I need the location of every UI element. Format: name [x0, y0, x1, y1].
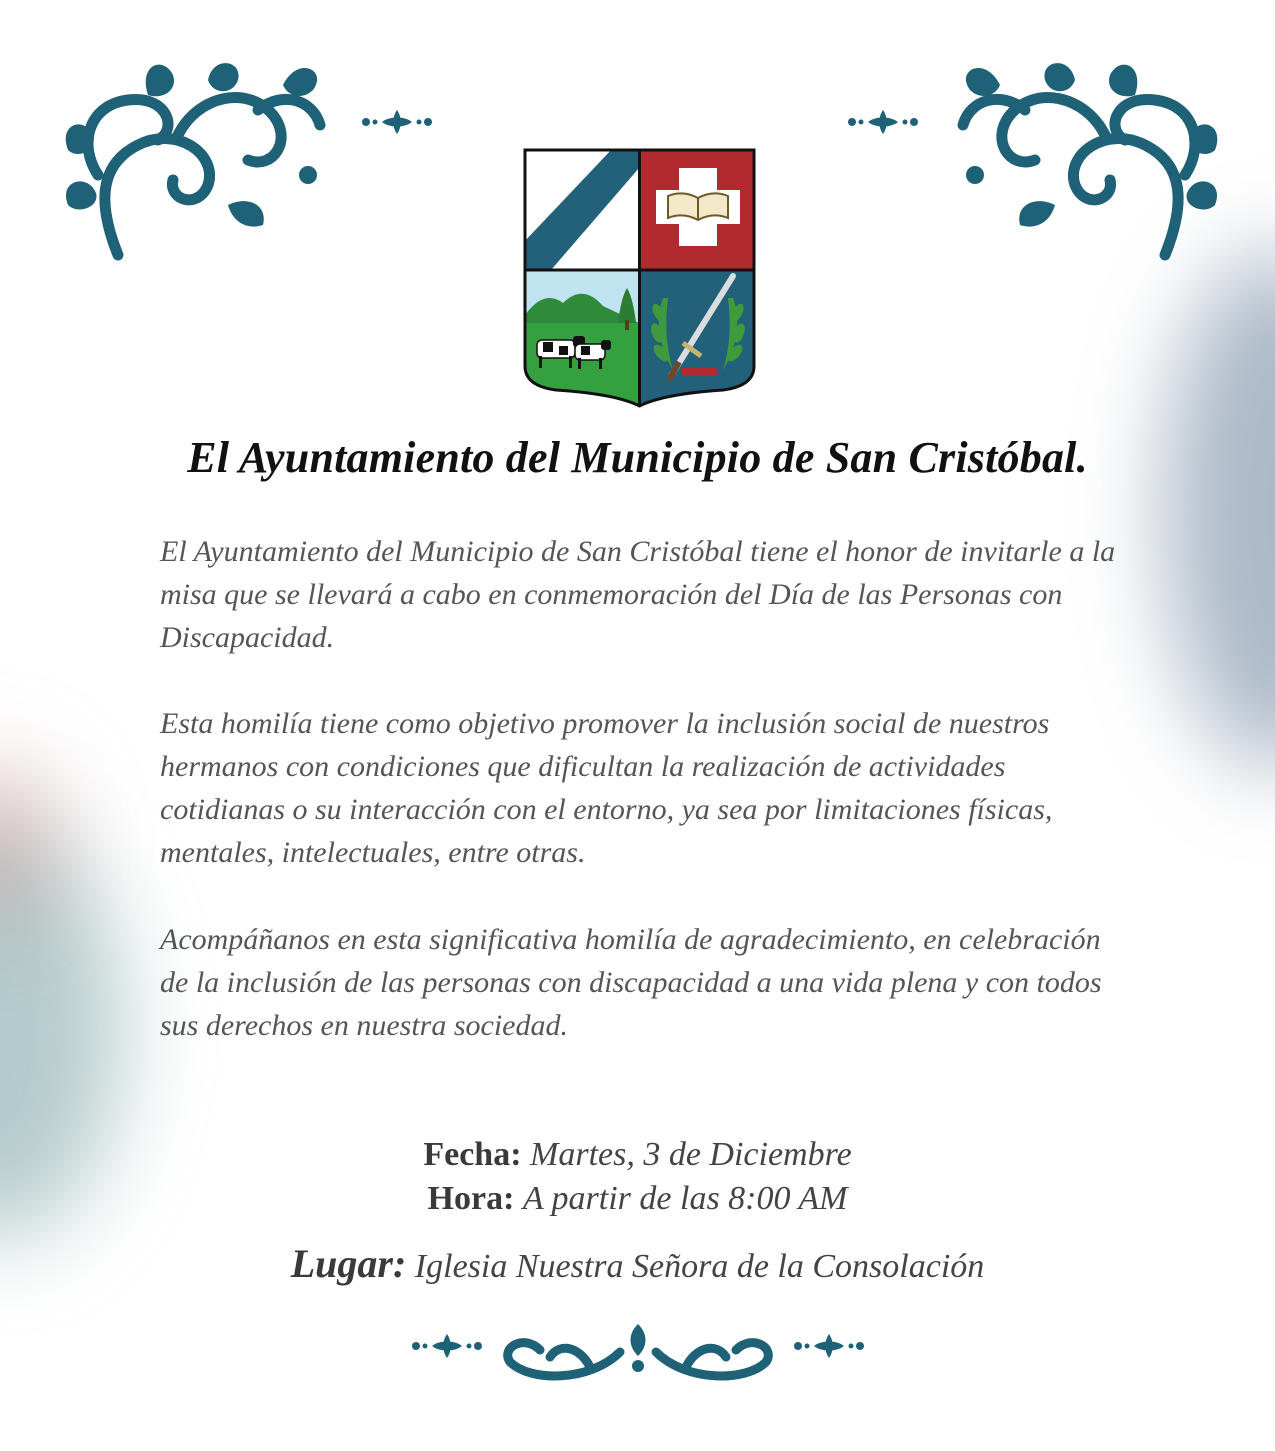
place-line	[0, 1240, 1275, 1287]
time-line	[0, 1180, 1275, 1218]
date-line	[0, 1136, 1275, 1174]
background-blur-left-red	[0, 760, 60, 920]
time-value: A partir de las 8:00 AM	[522, 1180, 848, 1217]
floral-ornament-top-right-icon	[945, 55, 1225, 265]
paragraph-objective: Esta homilía tiene como objetivo promover la inclusión social de nuestros hermanos con condiciones que dificultan la realización de actividades cotidianas o su interacción con el entorno, ya sea por limitaciones físicas, mentales, intelectuales, entre otras.	[160, 707, 1053, 869]
floral-ornament-bottom-icon	[410, 1322, 866, 1392]
dot-ornament-top-left-icon	[360, 108, 434, 136]
coat-of-arms-icon	[523, 148, 756, 408]
dot-ornament-top-right-icon	[846, 108, 920, 136]
floral-ornament-top-left-icon	[58, 55, 338, 265]
page-title: El Ayuntamiento del Municipio de San Cristóbal.	[187, 433, 1088, 482]
date-label: Fecha:	[423, 1136, 522, 1173]
place-value: Iglesia Nuestra Señora de la Consolación	[414, 1248, 985, 1285]
place-label: Lugar:	[290, 1241, 407, 1286]
paragraph-invitation: El Ayuntamiento del Municipio de San Cristóbal tiene el honor de invitarle a la misa que se llevará a cabo en conmemoración del Día de las Personas con Discapacidad.	[160, 535, 1116, 654]
date-value: Martes, 3 de Diciembre	[530, 1136, 852, 1173]
open-book-icon	[668, 193, 728, 220]
background-blur-right	[1165, 250, 1275, 770]
paragraph-call-to-action: Acompáñanos en esta significativa homilía de agradecimiento, en celebración de la inclusión de las personas con discapacidad a una vida plena y con todos sus derechos en nuestra sociedad.	[160, 923, 1102, 1042]
background-blur-left	[0, 820, 120, 1240]
time-label: Hora:	[427, 1180, 515, 1217]
